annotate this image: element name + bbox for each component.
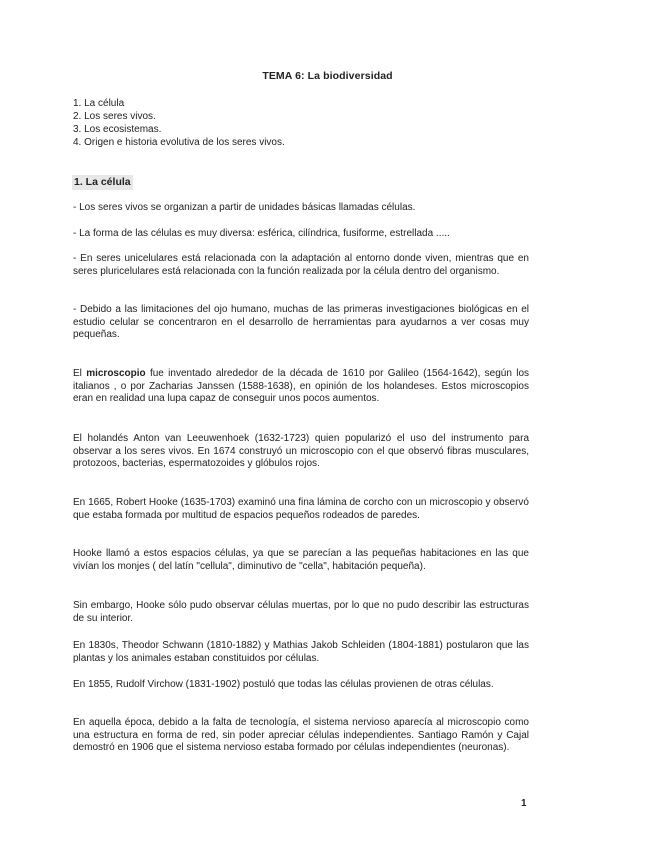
history-paragraph: En aquella época, debido a la falta de tecnología, el sistema nervioso aparecía al microscopio como una estructura en forma de red, sin poder apreciar células independientes. Santiago Ramón y Cajal demostró en 1906 que el sistema nervioso estaba formado por células independientes (neuronas). (73, 717, 529, 754)
page-title: TEMA 6: La biodiversidad (262, 70, 393, 82)
bullet-paragraph: - En seres unicelulares está relacionada con la adaptación al entorno donde viven, mientras que en seres pluricelulares está relacionada con la función realizada por la célula dentro del organismo. (73, 253, 529, 277)
bullet-paragraph: - Debido a las limitaciones del ojo humano, muchas de las primeras investigaciones biológicas en el estudio celular se concentraron en el desarrollo de herramientas para ayudarnos a ver cosas muy pequeñas. (73, 304, 529, 341)
page-number: 1 (521, 798, 527, 809)
bullet-paragraph: - La forma de las células es muy diversa: esférica, cilíndrica, fusiforme, estrellada ..... (73, 228, 450, 239)
table-of-contents (73, 97, 285, 149)
history-paragraph: El holandés Anton van Leeuwenhoek (1632-1723) quien popularizó el uso del instrumento para observar a los seres vivos. En 1674 construyó un microscopio con el que observó fibras musculares, protozoos, bacterias, espermatozoides y glóbulos rojos. (73, 433, 529, 470)
toc-item: 4. Origen e historia evolutiva de los seres vivos. (73, 137, 285, 148)
history-paragraph (73, 368, 529, 406)
text-run: fue inventado alrededor de la década de 1610 por Galileo (1564-1642), según los italianos , o por Zacharias Janssen (1588-1638), en opinión de los holandeses. Estos microscopios eran en realidad una lupa capaz de conseguir unos pocos aumentos. (73, 368, 530, 405)
toc-item: 1. La célula (73, 98, 125, 109)
history-paragraph: En 1665, Robert Hooke (1635-1703) examinó una fina lámina de corcho con un microscopio y observó que estaba formada por multitud de espacios pequeños rodeados de paredes. (73, 497, 529, 521)
bold-term: microscopio (86, 368, 146, 379)
history-paragraph: Sin embargo, Hooke sólo pudo observar células muertas, por lo que no pudo describir las estructuras de su interior. (73, 600, 529, 624)
toc-item: 3. Los ecosistemas. (73, 124, 162, 135)
history-paragraph: En 1855, Rudolf Virchow (1831-1902) postuló que todas las células provienen de otras células. (73, 679, 494, 690)
history-paragraph: Hooke llamó a estos espacios células, ya que se parecían a las pequeñas habitaciones en las que vivían los monjes ( del latín "cellula", diminutivo de "cella", habitación pequeña). (73, 548, 529, 572)
toc-item: 2. Los seres vivos. (73, 111, 156, 122)
text-run: El (73, 368, 87, 379)
history-paragraph: En 1830s, Theodor Schwann (1810-1882) y Mathias Jakob Schleiden (1804-1881) postularon que las plantas y los animales estaban constituidos por células. (73, 640, 529, 664)
section-heading: 1. La célula (74, 176, 131, 188)
bullet-paragraph: - Los seres vivos se organizan a partir de unidades básicas llamadas células. (73, 202, 416, 213)
